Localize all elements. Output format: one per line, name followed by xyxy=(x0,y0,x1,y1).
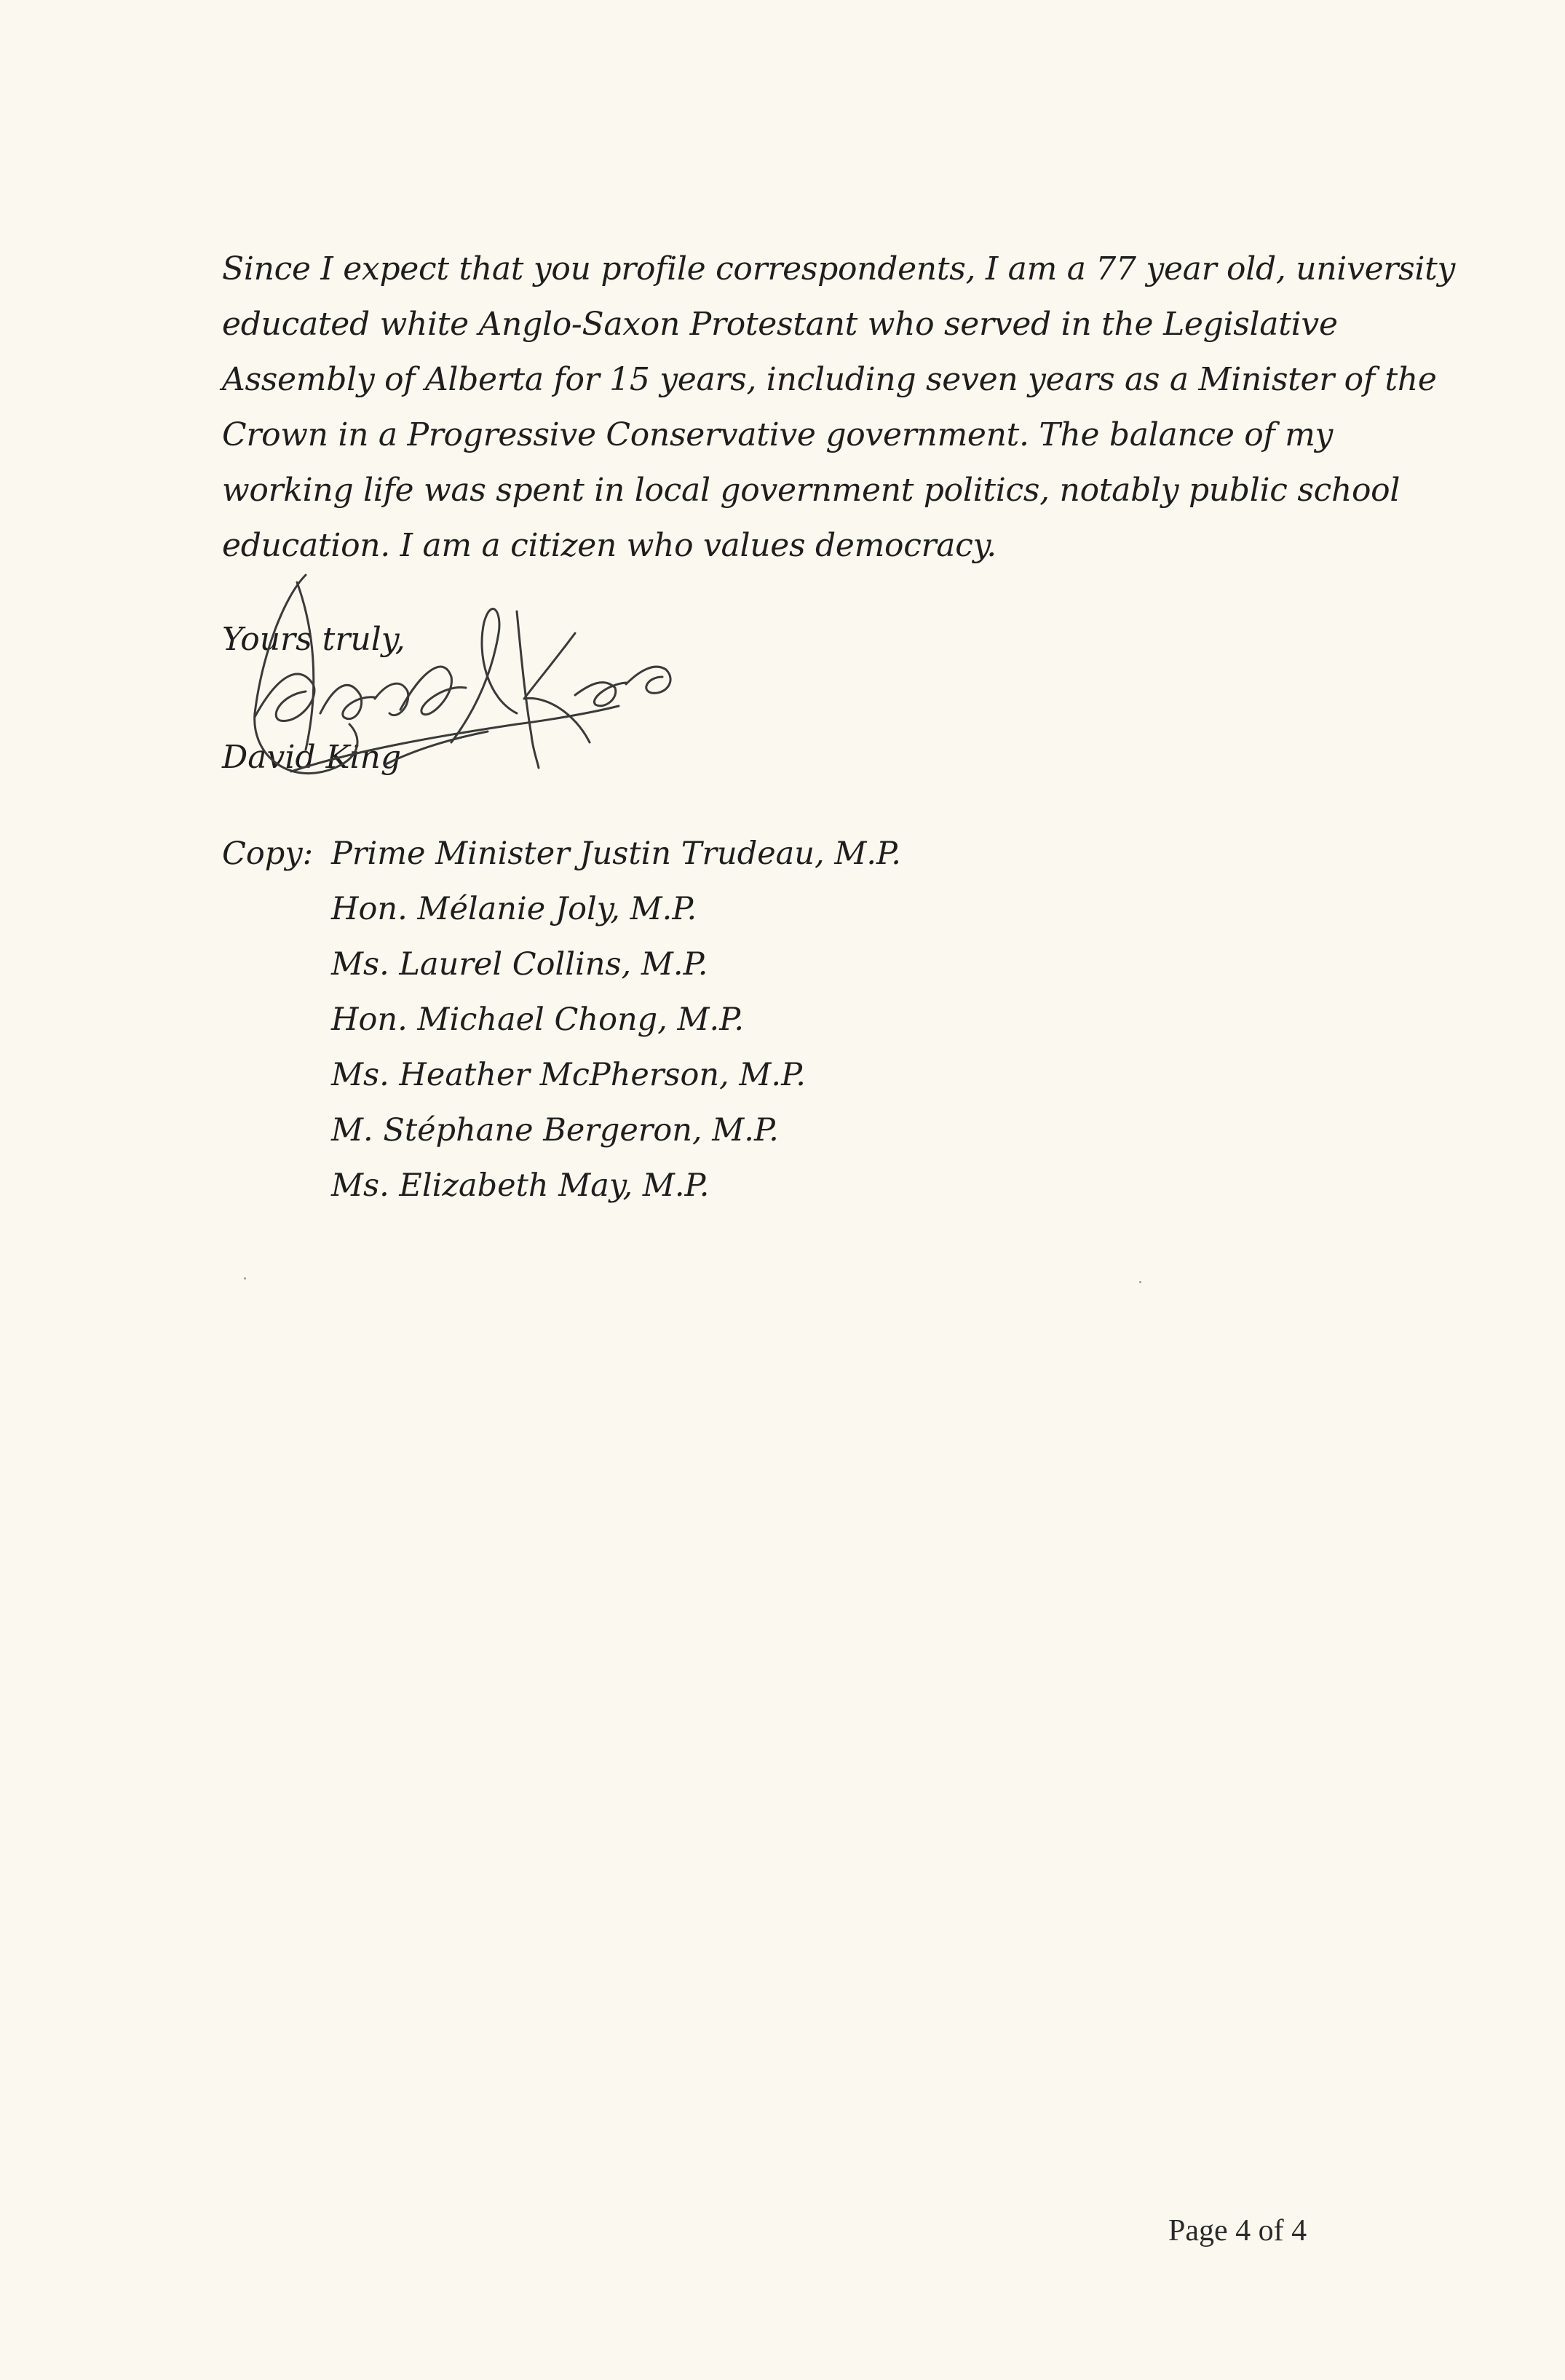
page-number: Page 4 of 4 xyxy=(1168,2214,1307,2248)
body-line: Crown in a Progressive Conservative government. The balance of my xyxy=(222,416,1334,453)
body-line: Since I expect that you profile correspondents, I am a 77 year old, university xyxy=(222,250,1456,287)
body-line: education. I am a citizen who values democracy. xyxy=(222,527,997,564)
copy-recipient: Prime Minister Justin Trudeau, M.P. xyxy=(331,836,901,872)
paper-speck xyxy=(244,1277,246,1280)
copy-recipient-list xyxy=(331,826,901,1213)
copy-recipient: Ms. Elizabeth May, M.P. xyxy=(331,1167,710,1204)
body-line: working life was spent in local government politics, notably public school xyxy=(222,472,1400,509)
copy-recipient: Ms. Laurel Collins, M.P. xyxy=(331,946,708,983)
letter-body xyxy=(222,242,1456,574)
paper-speck xyxy=(1139,1281,1141,1283)
copy-recipient: Hon. Michael Chong, M.P. xyxy=(331,1001,745,1038)
signer-name: David King xyxy=(222,739,402,776)
closing-salutation: Yours truly, xyxy=(222,621,405,658)
body-line: educated white Anglo-Saxon Protestant who served in the Legislative xyxy=(222,306,1338,343)
body-line: Assembly of Alberta for 15 years, including seven years as a Minister of the xyxy=(222,361,1437,398)
copy-recipient: Hon. Mélanie Joly, M.P. xyxy=(331,891,697,927)
handwritten-signature xyxy=(211,568,684,801)
copy-recipient: M. Stéphane Bergeron, M.P. xyxy=(331,1112,779,1149)
copy-label: Copy: xyxy=(222,836,314,872)
copy-recipient: Ms. Heather McPherson, M.P. xyxy=(331,1057,806,1093)
